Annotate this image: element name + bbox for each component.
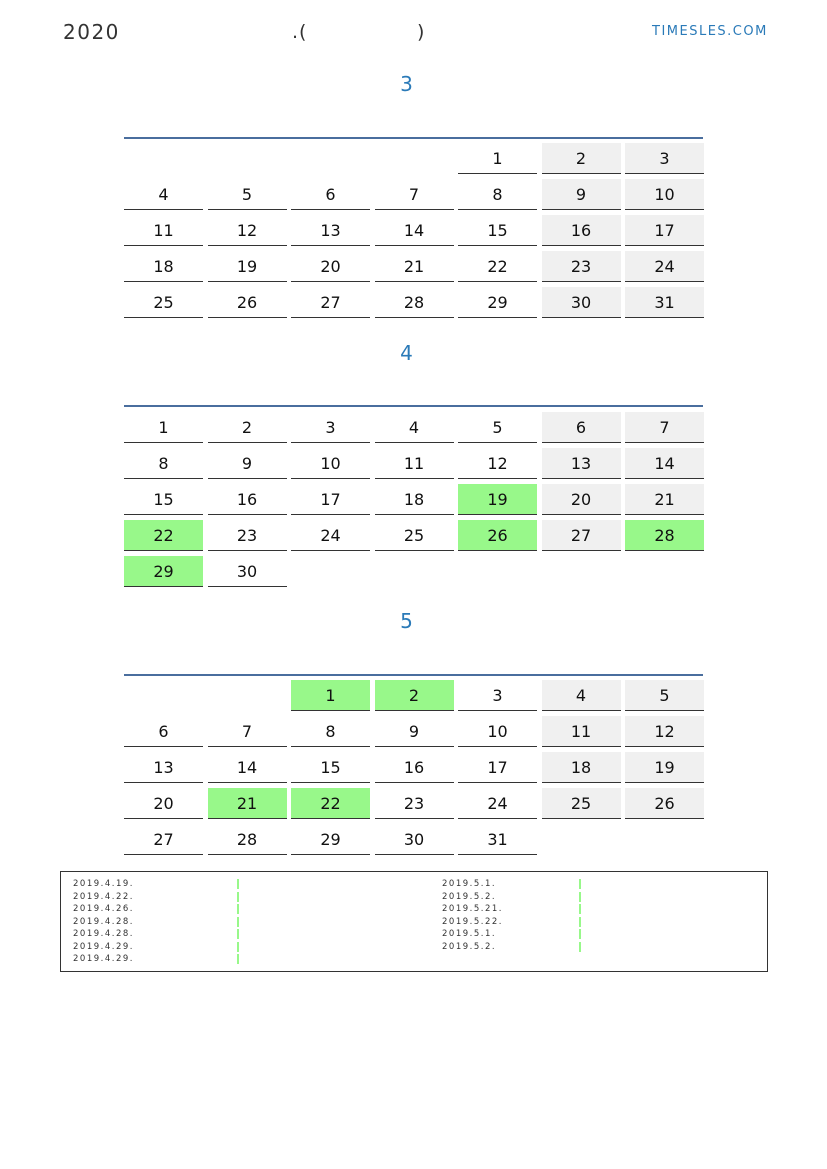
holiday-day-cell: 1 <box>291 680 370 711</box>
weekend-day-cell: 10 <box>625 179 704 210</box>
note-date: 2019.4.28. <box>73 929 134 939</box>
day-cell: 17 <box>291 484 370 515</box>
page-header <box>0 0 827 60</box>
day-cell: 4 <box>375 412 454 443</box>
holiday-day-cell: 22 <box>291 788 370 819</box>
day-cell: 19 <box>208 251 287 282</box>
note-date: 2019.4.29. <box>73 954 134 964</box>
note-date: 2019.4.26. <box>73 904 134 914</box>
day-cell: 30 <box>375 824 454 855</box>
day-cell: 18 <box>124 251 203 282</box>
day-cell: 26 <box>208 287 287 318</box>
day-cell: 12 <box>458 448 537 479</box>
country-label-open: .( <box>292 21 308 43</box>
weekend-day-cell: 19 <box>625 752 704 783</box>
day-cell: 18 <box>375 484 454 515</box>
day-cell: 30 <box>208 556 287 587</box>
holiday-day-cell: 21 <box>208 788 287 819</box>
holiday-day-cell: 19 <box>458 484 537 515</box>
holiday-day-cell: 26 <box>458 520 537 551</box>
day-cell: 5 <box>208 179 287 210</box>
day-cell: 16 <box>208 484 287 515</box>
day-cell: 14 <box>375 215 454 246</box>
weekend-day-cell: 5 <box>625 680 704 711</box>
month-rule <box>124 405 703 407</box>
weekend-day-cell: 13 <box>542 448 621 479</box>
holiday-notes-box <box>60 871 768 972</box>
weekend-day-cell: 3 <box>625 143 704 174</box>
day-cell: 7 <box>375 179 454 210</box>
weekend-day-cell: 21 <box>625 484 704 515</box>
day-cell: 12 <box>208 215 287 246</box>
day-cell: 11 <box>375 448 454 479</box>
day-cell: 10 <box>458 716 537 747</box>
weekend-day-cell: 4 <box>542 680 621 711</box>
day-cell: 28 <box>208 824 287 855</box>
weekend-day-cell: 26 <box>625 788 704 819</box>
country-label-close: ) <box>417 21 425 43</box>
holiday-day-cell: 28 <box>625 520 704 551</box>
day-cell: 8 <box>291 716 370 747</box>
weekend-day-cell: 20 <box>542 484 621 515</box>
note-date: 2019.5.22. <box>442 916 503 927</box>
weekend-day-cell: 25 <box>542 788 621 819</box>
site-link[interactable]: TIMESLES.COM <box>652 24 768 39</box>
note-marker <box>237 917 239 927</box>
day-cell: 11 <box>124 215 203 246</box>
weekend-day-cell: 6 <box>542 412 621 443</box>
day-cell: 23 <box>208 520 287 551</box>
note-marker <box>237 929 239 939</box>
note-date: 2019.5.1. <box>442 879 497 889</box>
note-date: 2019.5.21. <box>442 904 503 914</box>
day-cell: 29 <box>291 824 370 855</box>
day-cell: 28 <box>375 287 454 318</box>
note-marker <box>237 904 239 914</box>
day-cell: 15 <box>458 215 537 246</box>
day-cell: 29 <box>458 287 537 318</box>
day-cell: 4 <box>124 179 203 210</box>
note-marker <box>579 892 581 902</box>
day-cell: 8 <box>458 179 537 210</box>
weekend-day-cell: 24 <box>625 251 704 282</box>
note-date: 2019.4.19. <box>73 879 134 889</box>
day-cell: 7 <box>208 716 287 747</box>
month-title-march: 3 <box>400 72 413 96</box>
day-cell: 9 <box>208 448 287 479</box>
day-cell: 15 <box>291 752 370 783</box>
day-cell: 23 <box>375 788 454 819</box>
note-marker <box>237 879 239 889</box>
notes-left-column <box>73 878 134 966</box>
day-cell: 21 <box>375 251 454 282</box>
weekend-day-cell: 2 <box>542 143 621 174</box>
weekend-day-cell: 16 <box>542 215 621 246</box>
note-marker <box>237 892 239 902</box>
note-marker <box>237 942 239 952</box>
day-cell: 24 <box>291 520 370 551</box>
month-rule <box>124 674 703 676</box>
weekend-day-cell: 27 <box>542 520 621 551</box>
notes-right-column <box>442 878 503 953</box>
holiday-day-cell: 29 <box>124 556 203 587</box>
day-cell: 6 <box>124 716 203 747</box>
note-marker <box>579 904 581 914</box>
day-cell: 22 <box>458 251 537 282</box>
day-cell: 1 <box>124 412 203 443</box>
weekend-day-cell: 11 <box>542 716 621 747</box>
note-date: 2019.5.1. <box>442 929 497 939</box>
day-cell: 6 <box>291 179 370 210</box>
day-cell: 10 <box>291 448 370 479</box>
holiday-day-cell: 2 <box>375 680 454 711</box>
day-cell: 20 <box>124 788 203 819</box>
year-label: 2020 <box>63 20 120 44</box>
weekend-day-cell: 31 <box>625 287 704 318</box>
month-rule <box>124 137 703 139</box>
day-cell: 9 <box>375 716 454 747</box>
day-cell: 13 <box>124 752 203 783</box>
day-cell: 17 <box>458 752 537 783</box>
month-title-may: 5 <box>400 609 413 633</box>
day-cell: 20 <box>291 251 370 282</box>
note-date: 2019.5.2. <box>442 891 497 902</box>
note-marker <box>237 954 239 964</box>
day-cell: 2 <box>208 412 287 443</box>
day-cell: 8 <box>124 448 203 479</box>
day-cell: 24 <box>458 788 537 819</box>
day-cell: 25 <box>375 520 454 551</box>
note-marker <box>579 929 581 939</box>
day-cell: 5 <box>458 412 537 443</box>
weekend-day-cell: 23 <box>542 251 621 282</box>
day-cell: 14 <box>208 752 287 783</box>
day-cell: 3 <box>291 412 370 443</box>
note-date: 2019.4.29. <box>73 941 134 952</box>
day-cell: 16 <box>375 752 454 783</box>
weekend-day-cell: 30 <box>542 287 621 318</box>
weekend-day-cell: 18 <box>542 752 621 783</box>
month-title-april: 4 <box>400 341 413 365</box>
note-date: 2019.4.22. <box>73 891 134 902</box>
day-cell: 25 <box>124 287 203 318</box>
note-marker <box>579 879 581 889</box>
day-cell: 15 <box>124 484 203 515</box>
day-cell: 27 <box>291 287 370 318</box>
day-cell: 31 <box>458 824 537 855</box>
day-cell: 1 <box>458 143 537 174</box>
note-date: 2019.5.2. <box>442 941 497 952</box>
note-marker <box>579 942 581 952</box>
note-marker <box>579 917 581 927</box>
weekend-day-cell: 12 <box>625 716 704 747</box>
holiday-day-cell: 22 <box>124 520 203 551</box>
weekend-day-cell: 9 <box>542 179 621 210</box>
day-cell: 27 <box>124 824 203 855</box>
note-date: 2019.4.28. <box>73 916 134 927</box>
weekend-day-cell: 7 <box>625 412 704 443</box>
day-cell: 13 <box>291 215 370 246</box>
weekend-day-cell: 14 <box>625 448 704 479</box>
day-cell: 3 <box>458 680 537 711</box>
weekend-day-cell: 17 <box>625 215 704 246</box>
